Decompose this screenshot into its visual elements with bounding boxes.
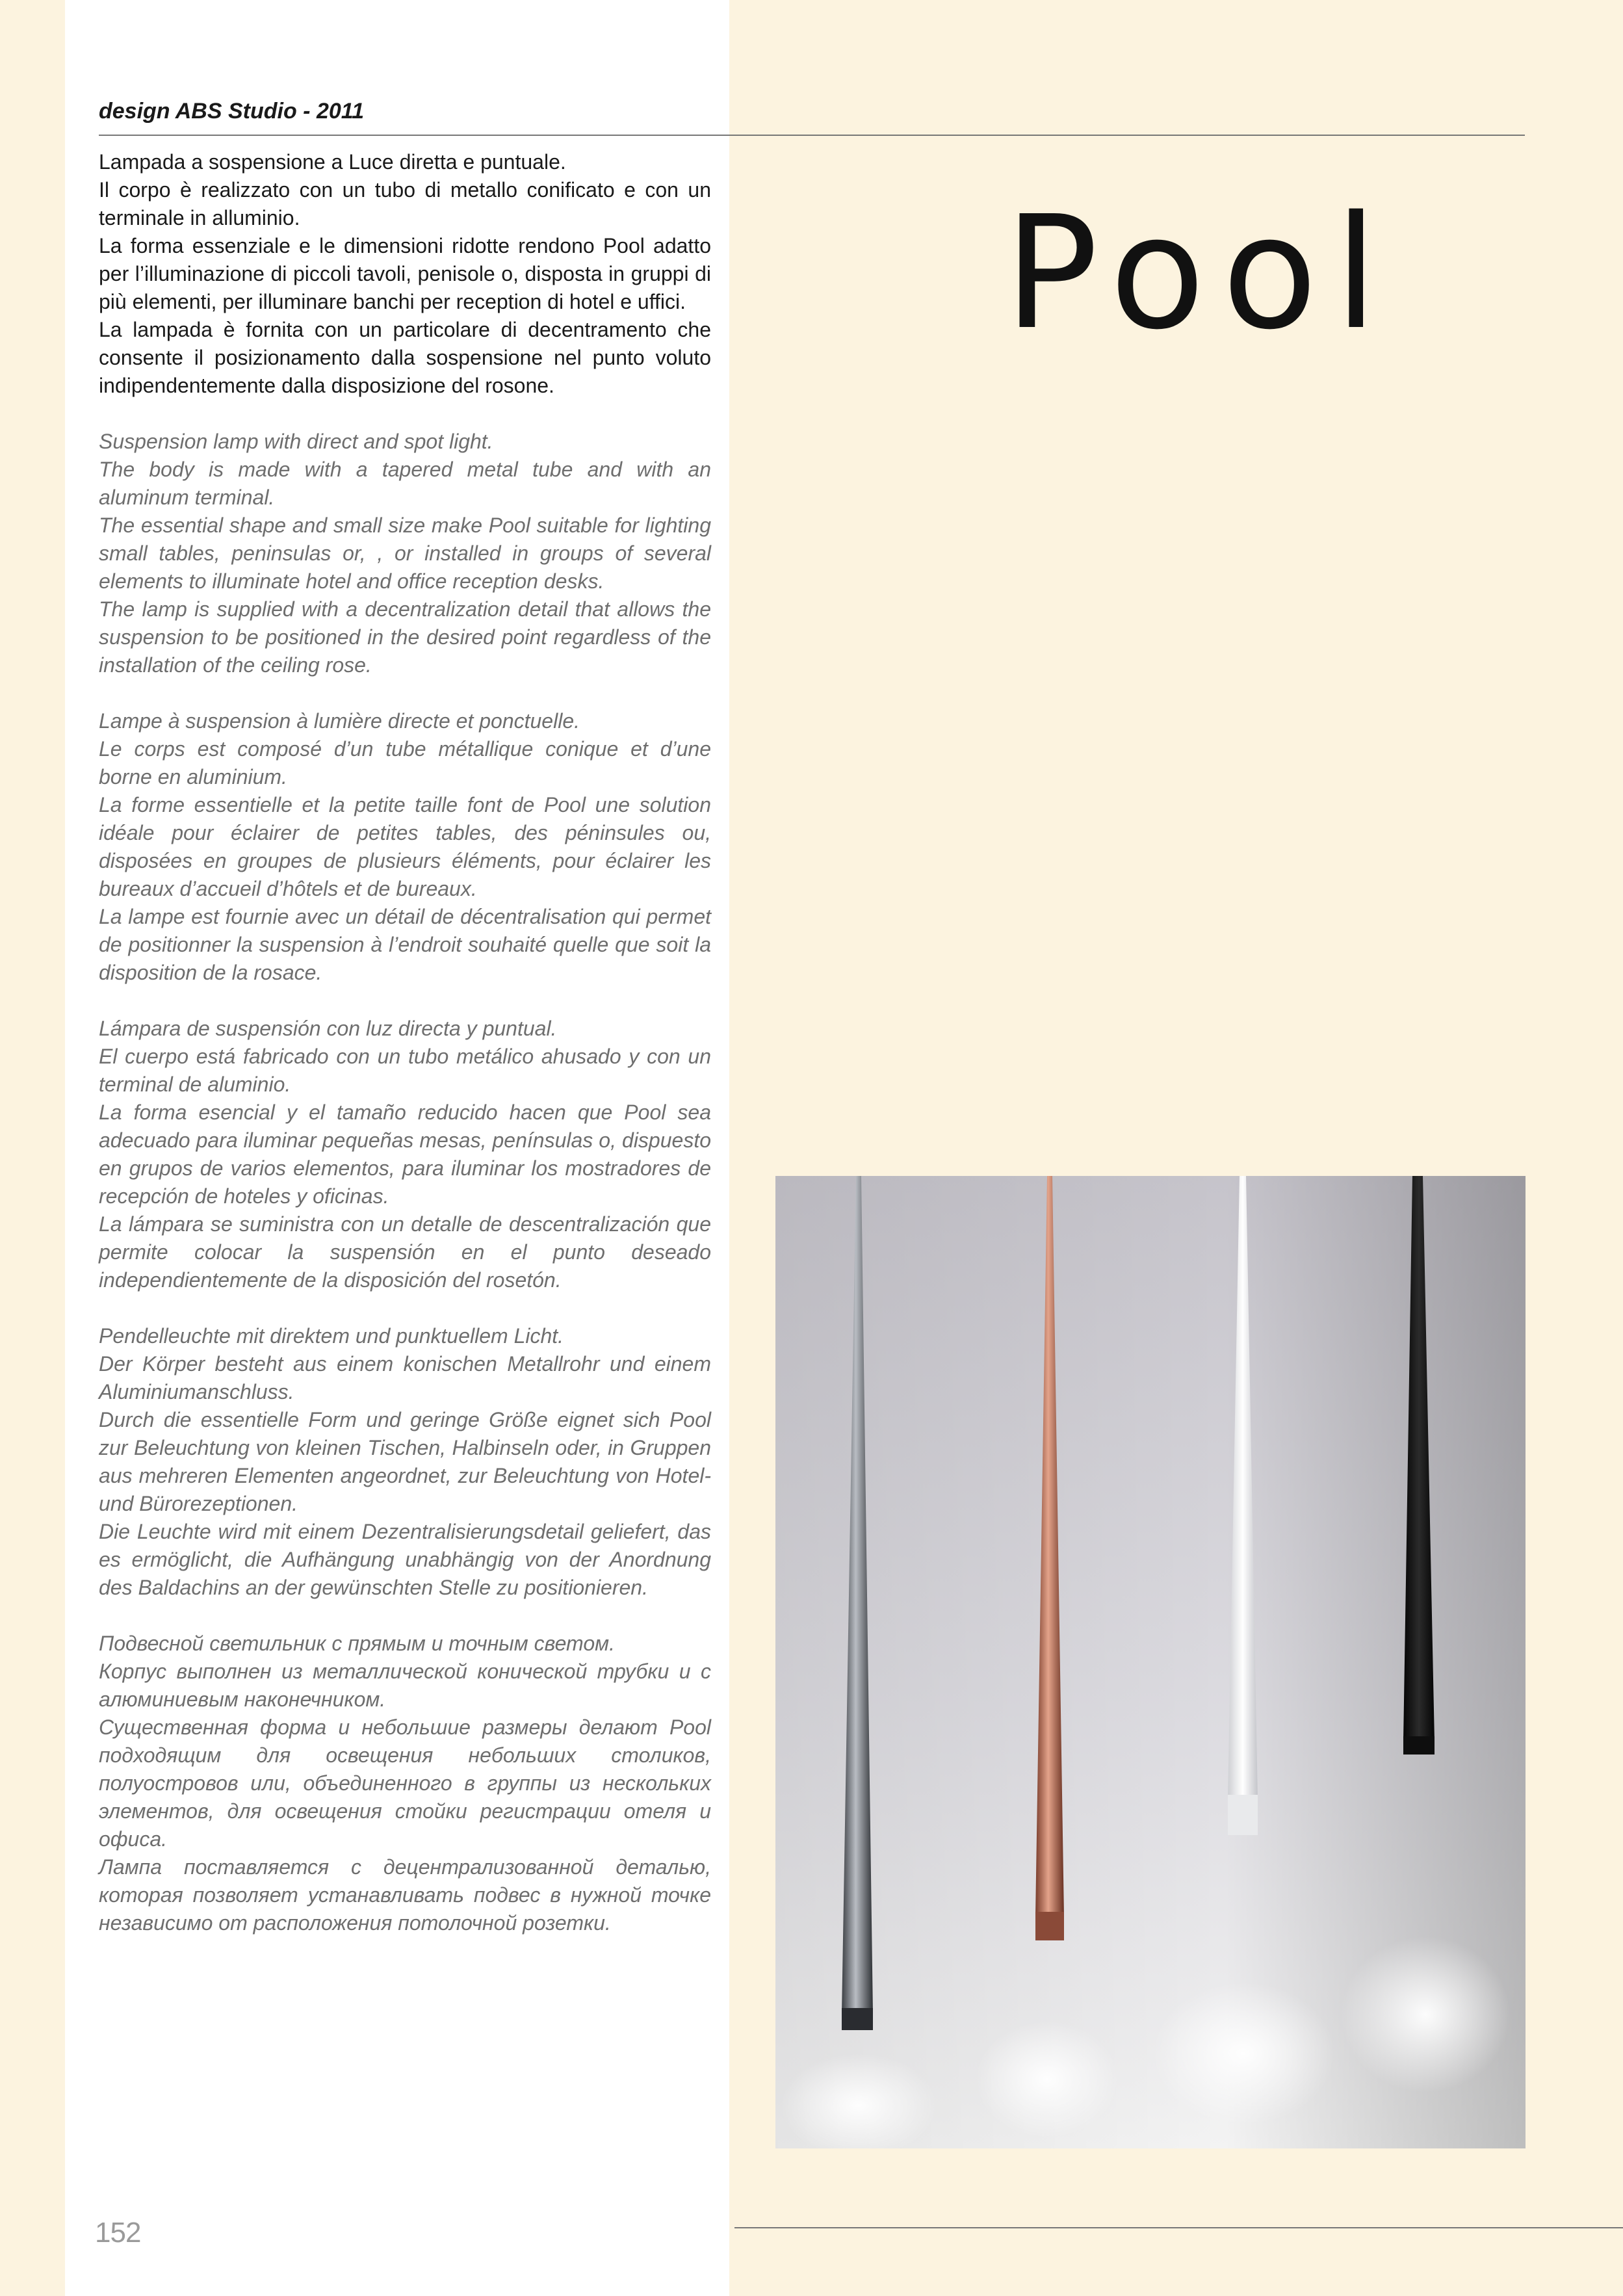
description-line: Lampada a sospensione a Luce diretta e puntuale. (99, 150, 566, 174)
description-line: Lampe à suspension à lumière directe et ponctuelle. (99, 709, 580, 733)
product-title: Pool (1004, 182, 1395, 364)
header-divider (99, 135, 1525, 136)
description-line: Lámpara de suspensión con luz directa y puntual. (99, 1017, 557, 1040)
description-ru (99, 1630, 711, 1937)
page-number: 152 (95, 2217, 141, 2249)
description-line: Suspension lamp with direct and spot light. (99, 430, 493, 453)
description-line: Лампа поставляется с децентрализованной деталью, которая позволяет устанавливать подвес в нужной точке независимо от расположения потолочной розетки. (99, 1855, 711, 1935)
description-line: The essential shape and small size make Pool suitable for lighting small tables, peninsulas or, , or installed in groups of several elements to illuminate hotel and office reception desks. (99, 514, 711, 593)
footer-divider (734, 2227, 1623, 2228)
description-line: Die Leuchte wird mit einem Dezentralisierungsdetail geliefert, das es ermöglicht, die Aufhängung unabhängig von der Anordnung des Baldachins an der gewünschten Stelle zu positionieren. (99, 1520, 711, 1599)
description-line: Корпус выполнен из металлической конической трубки и с алюминиевым наконечником. (99, 1660, 711, 1711)
description-line: Подвесной светильник с прямым и точным светом. (99, 1632, 615, 1655)
description-de (99, 1322, 711, 1602)
description-line: Il corpo è realizzato con un tubo di metallo conificato e con un terminale in alluminio. (99, 178, 711, 229)
description-line: El cuerpo está fabricado con un tubo metálico ahusado y con un terminal de aluminio. (99, 1045, 711, 1096)
description-en (99, 428, 711, 679)
description-fr (99, 707, 711, 987)
description-column (99, 148, 711, 1965)
design-credit: design ABS Studio - 2011 (99, 99, 365, 124)
lamp-copper-terminal (1035, 1912, 1064, 1940)
description-line: Pendelleuchte mit direktem und punktuellem Licht. (99, 1324, 564, 1348)
description-line: La lampada è fornita con un particolare di decentramento che consente il posizionamento dalla sospensione nel punto voluto indipendentemente dalla disposizione del rosone. (99, 318, 711, 397)
description-line: La forma essenziale e le dimensioni ridotte rendono Pool adatto per l’illuminazione di piccoli tavoli, penisole o, disposta in gruppi di più elementi, per illuminare banchi per reception di hotel e uffici. (99, 234, 711, 313)
light-glow (1152, 1982, 1334, 2125)
description-line: La forma esencial y el tamaño reducido hacen que Pool sea adecuado para iluminar pequeñas mesas, penínsulas o, dispuesto en grupos de varios elementos, para iluminar los mostradores de recepción de hoteles y oficinas. (99, 1101, 711, 1208)
description-es (99, 1015, 711, 1294)
lamp-white-terminal (1228, 1795, 1258, 1835)
lamp-chrome-terminal (842, 2008, 873, 2030)
product-photo (775, 1176, 1526, 2148)
description-line: Durch die essentielle Form und geringe Größe eignet sich Pool zur Beleuchtung von kleinen Tischen, Halbinseln oder, in Gruppen aus mehreren Elementen angeordnet, zur Beleuchtung von Hotel- und Bürorezeptionen. (99, 1408, 711, 1515)
description-line: Der Körper besteht aus einem konischen Metallrohr und einem Aluminiumanschluss. (99, 1352, 711, 1403)
light-glow (976, 2021, 1119, 2138)
light-glow (1341, 1937, 1510, 2093)
description-line: La forme essentielle et la petite taille font de Pool une solution idéale pour éclairer de petites tables, des péninsules ou, disposées en groupes de plusieurs éléments, pour éclairer les bureaux d’accueil d’hôtels et de bureaux. (99, 793, 711, 900)
description-line: The body is made with a tapered metal tube and with an aluminum terminal. (99, 458, 711, 509)
description-line: Le corps est composé d’un tube métallique conique et d’une borne en aluminium. (99, 737, 711, 789)
description-line: Существенная форма и небольшие размеры делают Pool подходящим для освещения небольших столиков, полуостровов или, объединенного в группы из нескольких элементов, для освещения стойки регистрации отеля и офиса. (99, 1715, 711, 1851)
description-line: The lamp is supplied with a decentralization detail that allows the suspension to be positioned in the desired point regardless of the installation of the ceiling rose. (99, 597, 711, 677)
description-it (99, 148, 711, 400)
lamp-black-terminal (1403, 1736, 1435, 1755)
description-line: La lampe est fournie avec un détail de décentralisation qui permet de positionner la suspension à l’endroit souhaité quelle que soit la disposition de la rosace. (99, 905, 711, 984)
description-line: La lámpara se suministra con un detalle de descentralización que permite colocar la suspensión en el punto deseado independientemente de la disposición del rosetón. (99, 1212, 711, 1292)
